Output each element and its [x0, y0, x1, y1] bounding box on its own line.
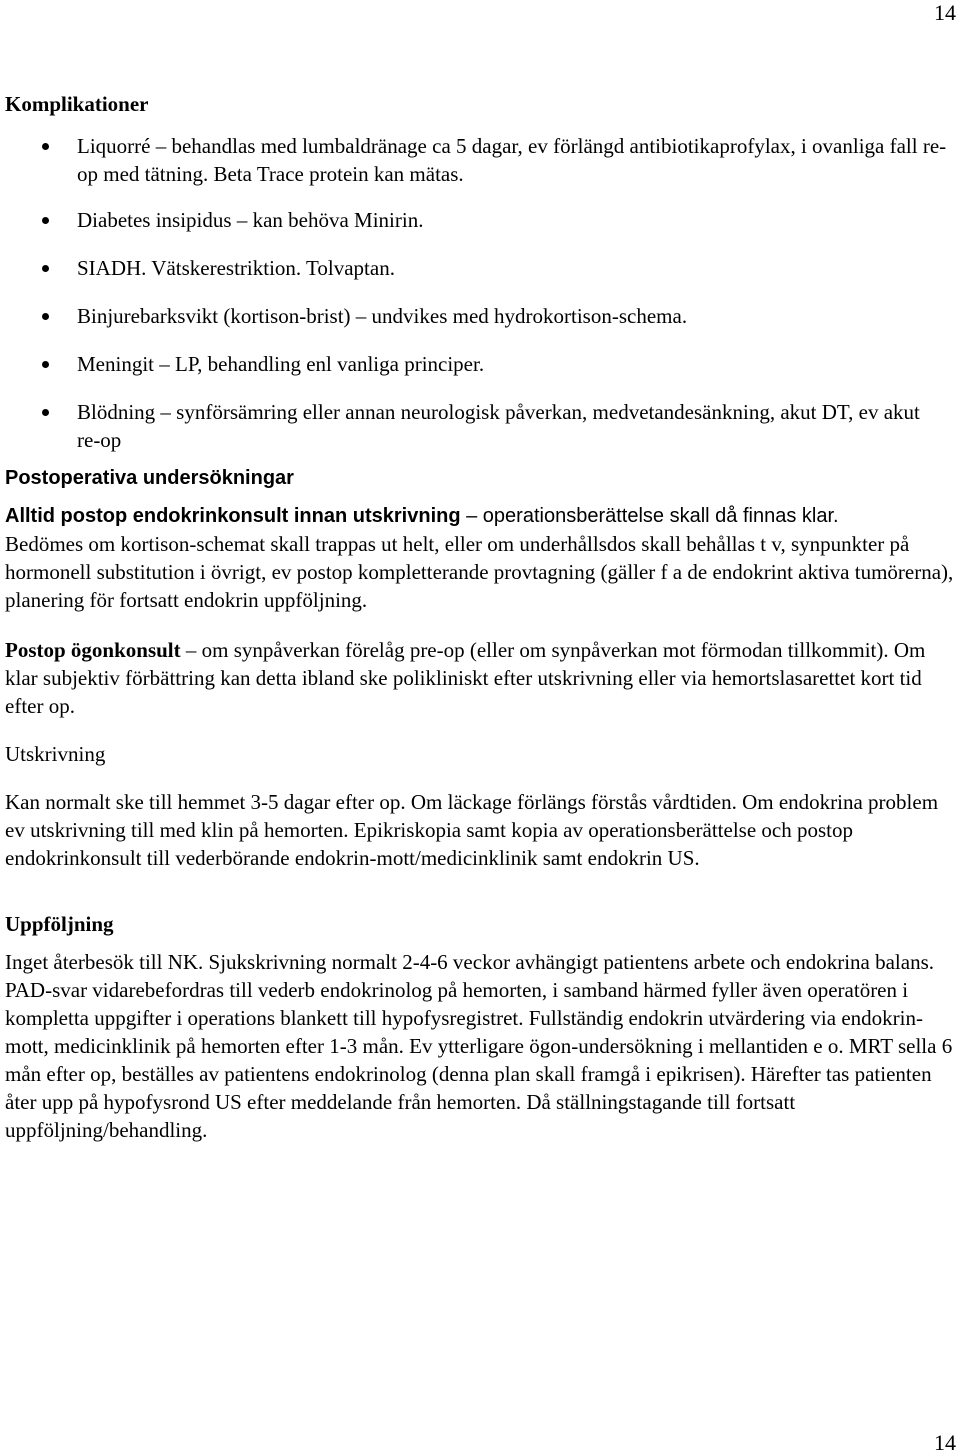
endokrin-konsult-bold: Alltid postop endokrinkonsult innan utskrivning — [5, 505, 461, 527]
ogonkonsult-bold: Postop ögonkonsult — [5, 638, 181, 662]
list-item: Blödning – synförsämring eller annan neurologisk påverkan, medvetandesänkning, akut DT, ev akut re-op — [5, 398, 955, 454]
bullet-icon — [42, 361, 49, 368]
ogonkonsult-rest: – om synpåverkan förelåg pre-op (eller om synpåverkan mot förmodan tillkommit). Om klar subjektiv förbättring kan detta ibland ske polikliniskt efter utskrivning eller via hemortslasarettet kort tid efter op. — [5, 638, 926, 718]
list-item: Meningit – LP, behandling enl vanliga principer. — [5, 350, 955, 378]
uppfoljning-text-2: PAD-svar vidarebefordras till vederb endokrinolog på hemorten, i samband härmed fyller även operatören i kompletta uppgifter i operations blankett till hypofysregistret. Fullständig endokrin utvärdering via endokrin-mott, medicinklinik på hemorten efter 1-3 mån. Ev ytterligare ögon-undersökning i mellantiden e o. MRT sella 6 mån efter op, beställes av patientens endokrinolog (denna plan skall framgå i epikrisen). Härefter tas patienten åter upp på hypofysrond US efter meddelande från hemorten. Då ställningstagande till fortsatt uppföljning/behandling. — [5, 978, 953, 1142]
list-item: Diabetes insipidus – kan behöva Minirin. — [5, 206, 955, 234]
endokrin-konsult-line — [5, 502, 955, 530]
page-number-bottom: 14 — [934, 1430, 956, 1455]
bullet-icon — [42, 313, 49, 320]
bullet-icon — [42, 217, 49, 224]
bullet-icon — [42, 143, 49, 150]
document-body — [5, 90, 955, 1144]
postoperativa-heading: Postoperativa undersökningar — [5, 467, 294, 489]
list-item: Binjurebarksvikt (kortison-brist) – undvikes med hydrokortison-schema. — [5, 302, 955, 330]
bullet-icon — [42, 265, 49, 272]
utskrivning-text: Kan normalt ske till hemmet 3-5 dagar efter op. Om läckage förlängs förstås vårdtiden. Om endokrina problem ev utskrivning till med klin på hemorten. Epikriskopia samt kopia av operationsberättelse och postop endokrinkonsult till vederbörande endokrin-mott/medicinklinik samt endokrin US. — [5, 790, 939, 870]
uppfoljning-heading: Uppföljning — [5, 912, 114, 936]
uppfoljning-text-1: Inget återbesök till NK. Sjukskrivning normalt 2-4-6 veckor avhängigt patientens arbete och endokrina balans. — [5, 950, 934, 974]
ogonkonsult-paragraph — [5, 636, 955, 720]
endokrin-konsult-rest: – operationsberättelse skall då finnas klar. — [460, 505, 839, 527]
komplikationer-list — [5, 132, 955, 454]
bullet-icon — [42, 409, 49, 416]
page-number-top: 14 — [934, 0, 956, 25]
endokrin-konsult-body: Bedömes om kortison-schemat skall trappas ut helt, eller om underhållsdos skall behållas t v, synpunkter på hormonell substitution i övrigt, ev postop kompletterande provtagning (gäller f a de endokrint aktiva tumörerna), planering för fortsatt endokrin uppföljning. — [5, 532, 954, 612]
utskrivning-heading: Utskrivning — [5, 742, 106, 766]
list-item: Liquorré – behandlas med lumbaldränage ca 5 dagar, ev förlängd antibiotikaprofylax, i ovanliga fall re-op med tätning. Beta Trace protein kan mätas. — [5, 132, 955, 188]
komplikationer-heading: Komplikationer — [5, 92, 149, 116]
list-item: SIADH. Vätskerestriktion. Tolvaptan. — [5, 254, 955, 282]
